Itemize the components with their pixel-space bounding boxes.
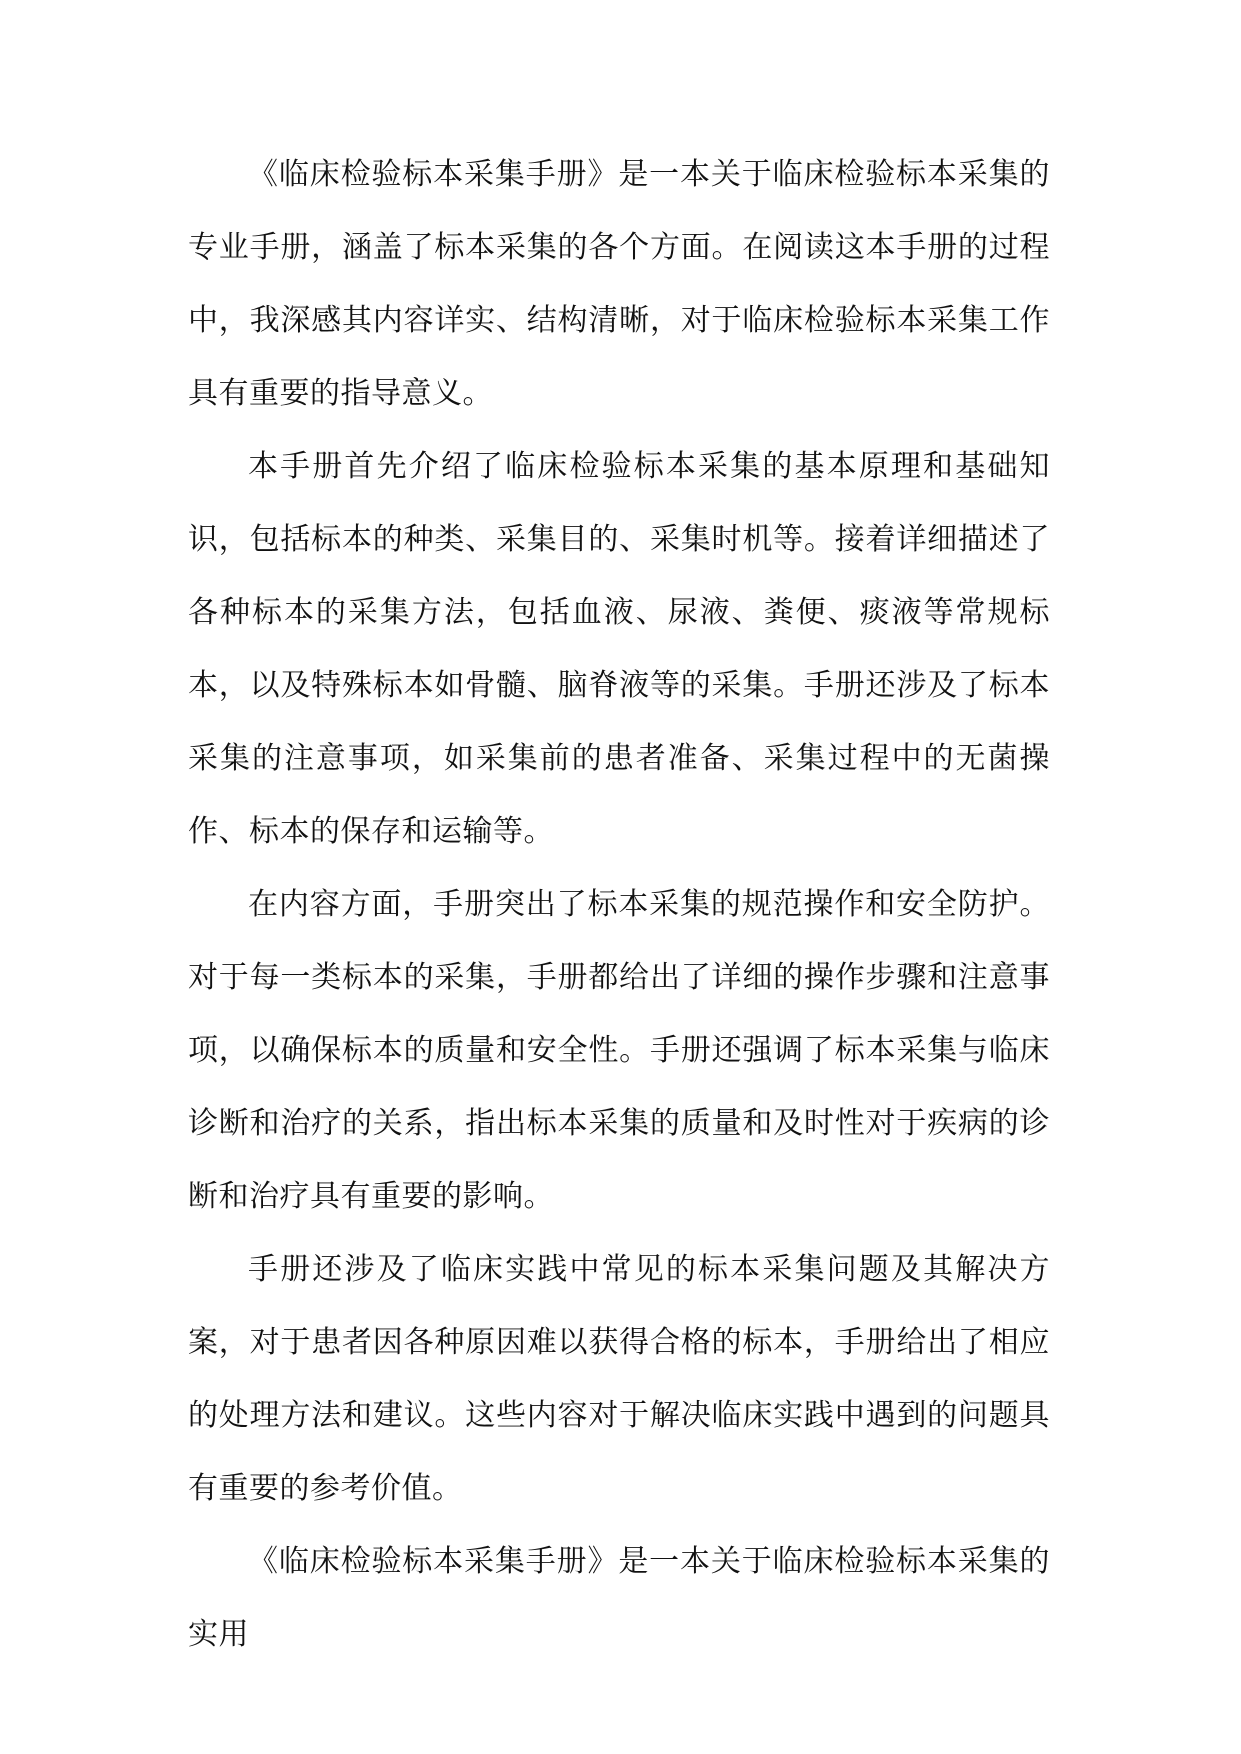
paragraph-2: 本手册首先介绍了临床检验标本采集的基本原理和基础知识，包括标本的种类、采集目的、采集时机等。接着详细描述了各种标本的采集方法，包括血液、尿液、粪便、痰液等常规标本，以及特殊标本如骨髓、脑脊液等的采集。手册还涉及了标本采集的注意事项，如采集前的患者准备、采集过程中的无菌操作、标本的保存和运输等。 bbox=[188, 449, 1050, 849]
paragraph-4: 手册还涉及了临床实践中常见的标本采集问题及其解决方案，对于患者因各种原因难以获得合格的标本，手册给出了相应的处理方法和建议。这些内容对于解决临床实践中遇到的问题具有重要的参考价值。 bbox=[188, 1252, 1050, 1506]
document-body bbox=[188, 138, 1050, 1671]
paragraph-3: 在内容方面，手册突出了标本采集的规范操作和安全防护。对于每一类标本的采集，手册都给出了详细的操作步骤和注意事项，以确保标本的质量和安全性。手册还强调了标本采集与临床诊断和治疗的关系，指出标本采集的质量和及时性对于疾病的诊断和治疗具有重要的影响。 bbox=[188, 887, 1050, 1214]
paragraph-1: 《临床检验标本采集手册》是一本关于临床检验标本采集的专业手册，涵盖了标本采集的各个方面。在阅读这本手册的过程中，我深感其内容详实、结构清晰，对于临床检验标本采集工作具有重要的指导意义。 bbox=[188, 157, 1050, 411]
paragraph-5: 《临床检验标本采集手册》是一本关于临床检验标本采集的实用 bbox=[188, 1544, 1050, 1652]
